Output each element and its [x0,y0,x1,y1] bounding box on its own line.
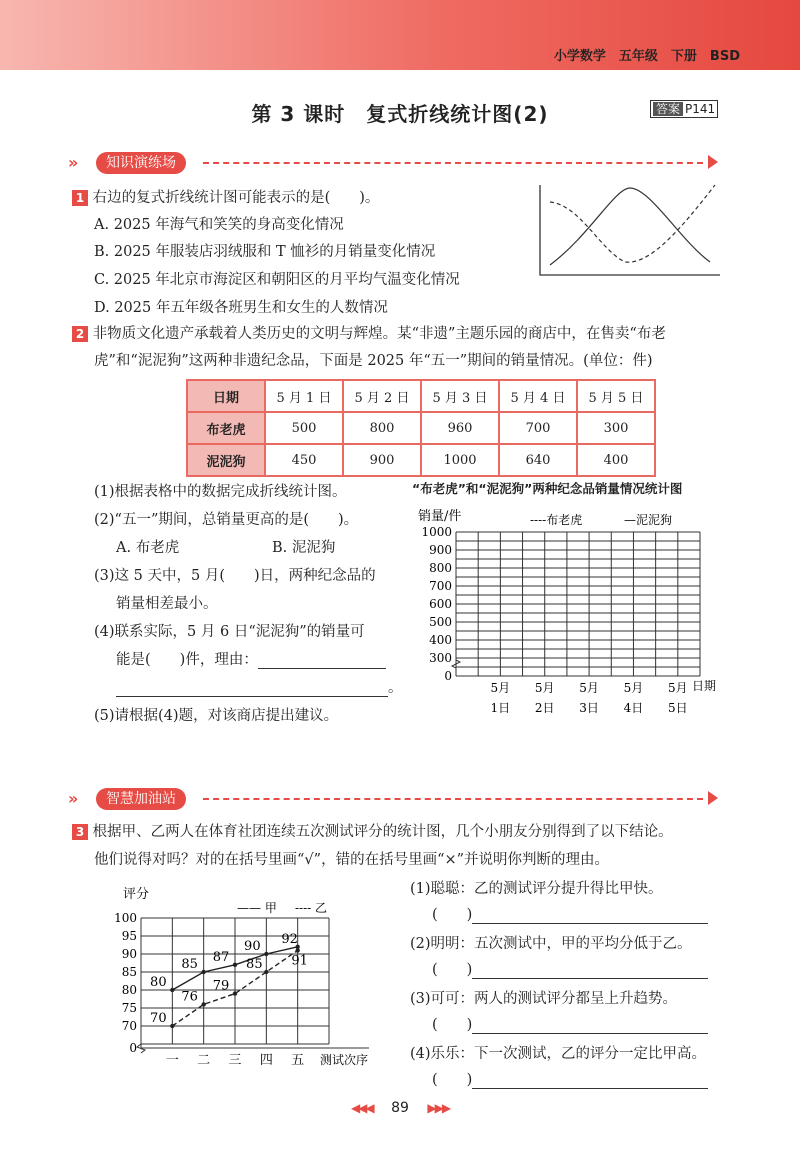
ytick-label: 0 [129,1041,137,1055]
ytick-label: 70 [121,1019,137,1033]
ytick-label: 100 [114,911,137,925]
table-cell: 300 [577,412,655,444]
page-title: 第 3 课时 复式折线统计图(2) [251,102,549,126]
q3-reason-blank-4[interactable] [472,1072,708,1089]
ytick-label: 800 [429,561,452,575]
q1-axes [540,185,720,275]
table-cell: 5 月 4 日 [499,380,577,412]
q2-sub1: (1)根据表格中的数据完成折线统计图。 [94,484,347,500]
data-label: 91 [291,953,308,969]
section-dash-line [203,162,703,164]
q3-paren-3[interactable]: ( ) [432,1017,473,1033]
table-cell: 960 [421,412,499,444]
ytick-label: 90 [121,947,137,961]
q3-reason-blank-2[interactable] [472,962,708,979]
ytick-label: 400 [429,633,452,647]
q2-chart-yticks [421,525,452,683]
data-point [170,1024,174,1028]
table-cell: 800 [343,412,421,444]
q3-item-3: (3)可可：两人的测试评分都呈上升趋势。 [410,991,678,1007]
q1-option-d: D. 2025 年五年级各班男生和女生的人数情况 [94,300,388,316]
xtick-label: 5日 [667,701,688,715]
q2-sub2-option-b: B. 泥泥狗 [272,540,336,556]
ytick-label: 500 [429,615,452,629]
q2-sub2-option-a: A. 布老虎 [116,540,180,556]
q3-chart-xlabel: 测试次序 [320,1053,369,1067]
data-point [233,991,237,995]
data-point [201,1002,205,1006]
q3-stem-text1: 根据甲、乙两人在体育社团连续五次测试评分的统计图，几个小朋友分别得到了以下结论。 [92,824,673,840]
table-cell: 640 [499,444,577,476]
table-cell: 日期 [187,380,265,412]
table-cell: 5 月 2 日 [343,380,421,412]
page-footer [0,1100,800,1116]
ytick-label: 80 [121,983,137,997]
section-arrow-icon [708,791,718,805]
data-label: 76 [181,989,198,1005]
q3-stem-line2: 他们说得对吗？对的在括号里画“√”，错的在括号里画“×”并说明你判断的理由。 [94,852,610,868]
q2-sub4-text: 能是( )件，理由： [116,652,258,668]
table-cell: 5 月 5 日 [577,380,655,412]
table-row [187,412,655,444]
q3-reason-blank-1[interactable] [472,907,708,924]
xtick-label: 5月 [667,681,688,695]
q1-option-c: C. 2025 年北京市海淀区和朝阳区的月平均气温变化情况 [94,272,460,288]
prev-arrows-icon: ◀◀◀ [350,1101,373,1115]
q1-number: 1 [72,190,88,206]
data-point [264,970,268,974]
q1-dashed-curve [550,185,715,262]
q3-score-chart [95,880,405,1070]
q3-answer-row-4 [432,1068,708,1089]
table-cell: 泥泥狗 [187,444,265,476]
section-title-2: 智慧加油站 [96,788,186,810]
q2-chart-grid [452,532,700,676]
xtick-label: 1日 [490,701,511,715]
xtick-label: 5月 [623,681,644,695]
data-label: 85 [181,957,198,972]
q2-legend-b: —泥泥狗 [624,513,673,527]
reason-answer-blank-2[interactable] [116,680,388,697]
xtick-label: 5月 [579,681,599,695]
data-point [233,963,237,967]
q3-chart-ylabel: 评分 [123,887,150,902]
table-cell: 布老虎 [187,412,265,444]
table-cell: 1000 [421,444,499,476]
answer-ref [650,100,718,118]
data-label: 87 [212,949,230,965]
q3-legend-b: ---- 乙 [295,901,328,915]
xtick-label: 5月 [534,681,555,695]
q2-sub2: (2)“五一”期间，总销量更高的是( )。 [94,512,359,528]
page-number: 89 [391,1100,409,1116]
q2-sub4-line2 [116,648,386,669]
data-point [201,970,205,974]
table-cell: 500 [265,412,343,444]
q2-sub4-line1: (4)联系实际，5 月 6 日“泥泥狗”的销量可 [94,624,365,640]
q3-item-4: (4)乐乐：下一次测试，乙的评分一定比甲高。 [410,1046,707,1062]
data-label: 70 [150,1011,167,1026]
ytick-label: 900 [429,543,452,557]
data-point [170,988,174,992]
q2-number: 2 [72,326,88,342]
next-arrows-icon: ▶▶▶ [427,1101,450,1115]
q3-paren-2[interactable]: ( ) [432,962,473,978]
q3-item-1: (1)聪聪：乙的测试评分提升得比甲快。 [410,881,663,897]
q3-answer-row-3 [432,1013,708,1034]
section-header-2 [68,788,728,810]
q3-reason-blank-3[interactable] [472,1017,708,1034]
data-label: 85 [246,957,263,972]
reason-answer-blank[interactable] [258,652,386,669]
section-logo-icon: » [68,789,79,808]
xtick-label: 2日 [534,701,555,715]
q2-sub4-line3 [116,676,403,697]
q3-chart-xticks [166,1053,304,1068]
q2-sales-table [186,379,656,477]
xtick-label: 四 [259,1053,273,1068]
data-label: 79 [212,978,230,994]
ytick-label: 1000 [421,525,452,539]
q2-blank-grid-chart [410,500,730,725]
q3-answer-row-1 [432,903,708,924]
q3-legend-a: —— 甲 [237,901,277,915]
xtick-label: 二 [197,1053,211,1068]
data-label: 92 [281,931,298,947]
q3-chart-series [150,932,308,1028]
xtick-label: 4日 [623,701,644,715]
q3-paren-4[interactable]: ( ) [432,1072,473,1088]
table-cell: 700 [499,412,577,444]
q2-stem-line1 [72,322,666,343]
q1-option-a: A. 2025 年海气和笑笑的身高变化情况 [94,217,344,233]
q2-sub5: (5)请根据(4)题，对该商店提出建议。 [94,708,339,724]
xtick-label: 五 [291,1053,305,1068]
table-cell: 400 [577,444,655,476]
data-point [295,948,299,952]
table-cell: 5 月 1 日 [265,380,343,412]
section-logo-icon: » [68,153,79,172]
answer-label: 答案 [653,102,683,116]
ytick-label: 95 [121,929,137,943]
section-arrow-icon [708,155,718,169]
q2-sub4-end: 。 [388,680,403,696]
q2-stem-line2: 虎”和“泥泥狗”这两种非遗纪念品，下面是 2025 年“五一”期间的销量情况。(单位：件) [94,353,653,369]
data-label: 80 [150,975,167,990]
q3-answer-row-2 [432,958,708,979]
xtick-label: 一 [165,1053,179,1068]
data-point [264,952,268,956]
section-header-1 [68,152,728,174]
q1-sketch-chart [530,180,730,285]
q3-chart-yticks [114,911,137,1055]
q2-stem-text1: 非物质文化遗产承载着人类历史的文明与辉煌。某“非遗”主题乐园的商店中，在售卖“布老 [92,326,666,342]
table-cell: 900 [343,444,421,476]
xtick-label: 3日 [579,701,599,715]
q1-solid-curve [550,188,710,265]
xtick-label: 5月 [490,681,511,695]
section-title-1: 知识演练场 [96,152,186,174]
xtick-label: 三 [228,1053,242,1068]
ytick-label: 700 [429,579,452,593]
q2-sub3-line2: 销量相差最小。 [116,596,218,612]
q3-stem-line1 [72,820,673,841]
q3-number: 3 [72,824,88,840]
table-cell: 5 月 3 日 [421,380,499,412]
ytick-label: 75 [121,1001,137,1015]
ytick-label: 300 [429,651,452,665]
q3-item-2: (2)明明：五次测试中，甲的平均分低于乙。 [410,936,692,952]
section-dash-line [203,798,703,800]
q2-sub3-line1: (3)这 5 天中，5 月( )日，两种纪念品的 [94,568,376,584]
q1-stem-text: 右边的复式折线统计图可能表示的是( )。 [92,190,380,206]
q2-legend-a: ----布老虎 [530,513,583,527]
ytick-label: 600 [429,597,452,611]
ytick-label: 85 [121,965,137,979]
header-text: 小学数学 五年级 下册 BSD [553,49,740,64]
q2-chart-xticks [491,681,688,715]
table-header-row [187,380,655,412]
data-label: 90 [244,939,261,954]
table-row [187,444,655,476]
q1-stem [72,186,379,207]
q3-paren-1[interactable]: ( ) [432,907,473,923]
q1-option-b: B. 2025 年服装店羽绒服和 T 恤衫的月销量变化情况 [94,244,436,260]
answer-page: P141 [685,102,716,116]
ytick-label: 0 [444,669,452,683]
q2-chart-ylabel: 销量/件 [418,509,462,524]
q2-chart-title: “布老虎”和“泥泥狗”两种纪念品销量情况统计图 [412,481,683,496]
q2-chart-xlabel: 日期 [692,679,717,693]
table-cell: 450 [265,444,343,476]
